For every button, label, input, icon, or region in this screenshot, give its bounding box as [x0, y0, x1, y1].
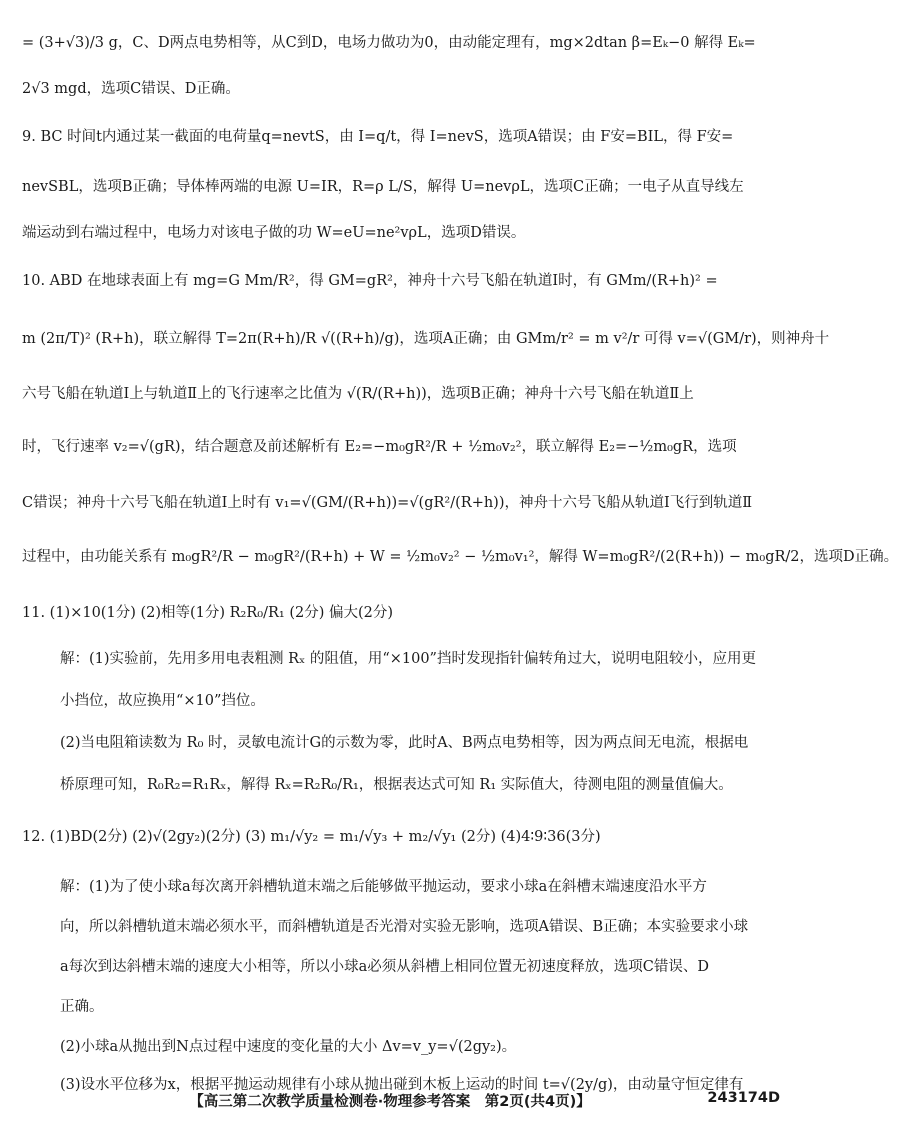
text-line: 六号飞船在轨道Ⅰ上与轨道Ⅱ上的飞行速率之比值为 √(R/(R+h))，选项B正确；神舟十六号飞船在轨道Ⅱ上: [22, 386, 694, 402]
text-line: 时，飞行速率 v₂=√(gR)，结合题意及前述解析有 E₂=−m₀gR²/R + ½m₀v₂²，联立解得 E₂=−½m₀gR，选项: [22, 439, 737, 455]
text-line: 桥原理可知，R₀R₂=R₁Rₓ，解得 Rₓ=R₂R₀/R₁，根据表达式可知 R₁ 实际值大，待测电阻的测量值偏大。: [60, 777, 733, 793]
text-line: 过程中，由功能关系有 m₀gR²/R − m₀gR²/(R+h) + W = ½m₀v₂² − ½m₀v₁²，解得 W=m₀gR²/(2(R+h)) − m₀gR/2，选项D正确。: [22, 549, 898, 565]
text-line: 正确。: [60, 999, 104, 1015]
text-line: C错误；神舟十六号飞船在轨道Ⅰ上时有 v₁=√(GM/(R+h))=√(gR²/(R+h))，神舟十六号飞船从轨道Ⅰ飞行到轨道Ⅱ: [22, 495, 753, 511]
text-line: 9. BC 时间t内通过某一截面的电荷量q=nevtS，由 I=q/t，得 I=nevS，选项A错误；由 F安=BIL，得 F安=: [22, 129, 734, 145]
text-line: a每次到达斜槽末端的速度大小相等，所以小球a必须从斜槽上相同位置无初速度释放，选项C错误、D: [60, 959, 710, 975]
text-line: (3)设水平位移为x，根据平抛运动规律有小球从抛出碰到木板上运动的时间 t=√(2y/g)，由动量守恒定律有: [60, 1077, 744, 1093]
text-line: 11. (1)×10(1分) (2)相等(1分) R₂R₀/R₁ (2分) 偏大(2分): [22, 605, 394, 621]
text-line: (2)小球a从抛出到N点过程中速度的变化量的大小 Δv=v_y=√(2gy₂)。: [60, 1039, 517, 1055]
text-line: (2)当电阻箱读数为 R₀ 时，灵敏电流计G的示数为零，此时A、B两点电势相等，因为两点间无电流，根据电: [60, 735, 749, 751]
text-line: 10. ABD 在地球表面上有 mg=G Mm/R²，得 GM=gR²，神舟十六号飞船在轨道Ⅰ时，有 GMm/(R+h)² =: [22, 273, 718, 289]
text-line: 解：(1)为了使小球a每次离开斜槽轨道末端之后能够做平抛运动，要求小球a在斜槽末端速度沿水平方: [60, 879, 707, 895]
text-line: 小挡位，故应换用“×10”挡位。: [60, 693, 265, 709]
footer-title: 【高三第二次教学质量检测卷·物理参考答案 第2页(共4页)】: [189, 1094, 591, 1110]
text-line: nevSBL，选项B正确；导体棒两端的电源 U=IR，R=ρ L/S，解得 U=nevρL，选项C正确；一电子从直导线左: [22, 179, 744, 195]
footer-code: 243174D: [707, 1090, 780, 1106]
text-line: 端运动到右端过程中，电场力对该电子做的功 W=eU=ne²vρL，选项D错误。: [22, 225, 526, 241]
text-line: 12. (1)BD(2分) (2)√(2gy₂)(2分) (3) m₁/√y₂ = m₁/√y₃ + m₂/√y₁ (2分) (4)4∶9∶36(3分): [22, 829, 601, 845]
text-line: 解：(1)实验前，先用多用电表粗测 Rₓ 的阻值，用“×100”挡时发现指针偏转角过大，说明电阻较小，应用更: [60, 651, 756, 667]
text-line: 向，所以斜槽轨道末端必须水平，而斜槽轨道是否光滑对实验无影响，选项A错误、B正确；本实验要求小球: [60, 919, 749, 935]
text-line: = (3+√3)/3 g，C、D两点电势相等，从C到D，电场力做功为0，由动能定理有，mg×2dtan β=Eₖ−0 解得 Eₖ=: [22, 35, 756, 51]
text-line: m (2π/T)² (R+h)，联立解得 T=2π(R+h)/R √((R+h)/g)，选项A正确；由 GMm/r² = m v²/r 可得 v=√(GM/r)，则神舟十: [22, 331, 830, 347]
text-line: 2√3 mgd，选项C错误、D正确。: [22, 81, 240, 97]
